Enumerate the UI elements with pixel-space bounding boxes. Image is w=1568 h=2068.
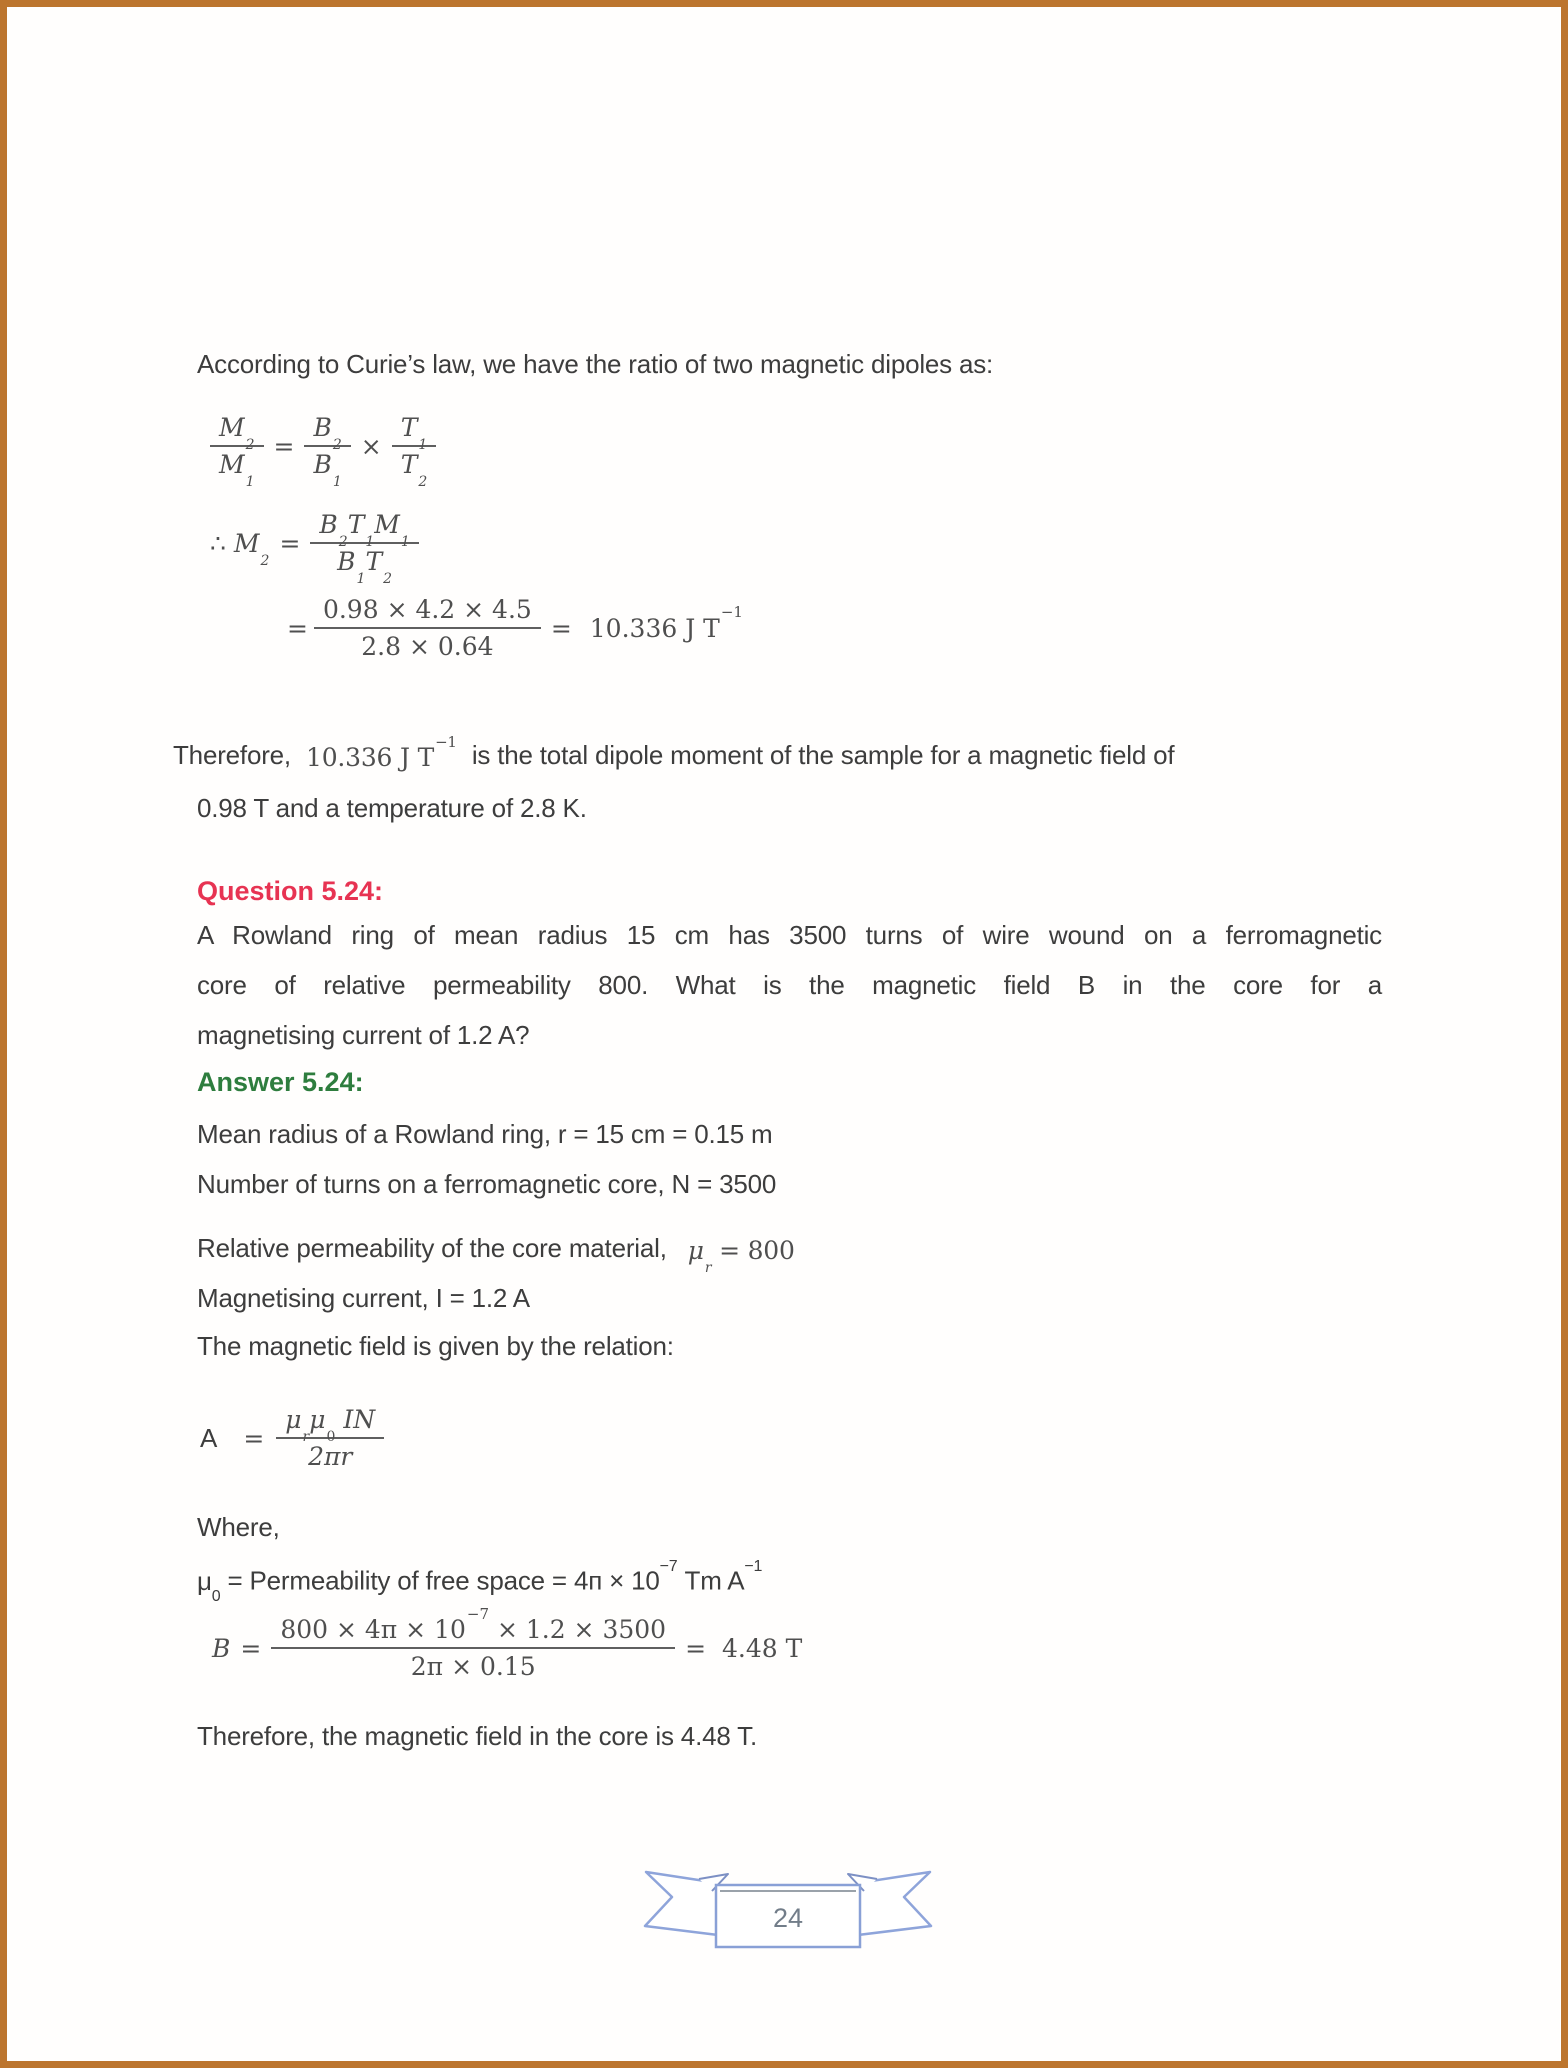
question-heading: Question 5.24: [197, 876, 384, 906]
answer-heading: Answer 5.24: [197, 1067, 364, 1097]
therefore-symbol: ∴ [210, 528, 226, 558]
fraction-b-values: $\frac{800 \times 4\pi \times 10^{-7} \times 1.2 \times 3500}{2\pi \times 0.15}$ [271, 1615, 675, 1681]
times-sign: × [360, 431, 382, 461]
equation-m2: ∴ $M_2$ = $\frac{B_2T_1M_1}{B_1T_2}$ [210, 510, 419, 576]
conclusion-dipole [173, 729, 1175, 835]
equation-b-value [212, 1604, 803, 1681]
equation-m2-value [287, 595, 743, 661]
fraction-mu: $\frac{\mu_r\mu_0 IN}{2\pi r}$ [276, 1405, 384, 1471]
answer-conclusion-line: Therefore, the magnetic field in the core is 4.48 T. [197, 1721, 757, 1751]
b-result: 4.48 T [722, 1633, 803, 1663]
field-lhs: A [200, 1422, 218, 1453]
where-label: Where, [197, 1512, 280, 1542]
b-lhs: B [212, 1633, 231, 1663]
page-number: 24 [772, 1903, 804, 1933]
question-line: core of relative permeability 800. What is the magnetic field B in the core for a [197, 970, 1382, 1000]
fraction-b: $\frac{B_2}{B_1}$ [304, 413, 350, 479]
mu0-symbol: $\mu_0$ [197, 1565, 221, 1605]
answer-radius-line: Mean radius of a Rowland ring, r = 15 cm = 0.15 m [197, 1119, 773, 1149]
ribbon-banner-icon [642, 1869, 934, 1953]
conclusion-line-1: Therefore, 10.336 J $T^{-1}$ is the total dipole moment of the sample for a magnetic field of [173, 732, 1175, 772]
equals-sign: = [550, 613, 572, 643]
answer-current-line: Magnetising current, I = 1.2 A [197, 1283, 530, 1313]
fraction-values: $\frac{0.98 \times 4.2 \times 4.5}{2.8 \times 0.64}$ [314, 595, 541, 661]
equals-sign: = [279, 528, 301, 558]
question-line: A Rowland ring of mean radius 15 cm has 3500 turns of wire wound on a ferromagnetic [197, 920, 1382, 950]
answer-relation-line: The magnetic field is given by the relation: [197, 1331, 674, 1361]
inline-mu-r-value: $\mu_r = 800$ [687, 1236, 795, 1276]
inline-dipole-value: 10.336 J $T^{-1}$ [305, 732, 457, 772]
question-body [197, 910, 1382, 1060]
result-value: 10.336 J $T^{-1}$ [589, 603, 743, 643]
intro-line: According to Curie’s law, we have the ratio of two magnetic dipoles as: [197, 349, 994, 379]
question-line: magnetising current of 1.2 A? [197, 1020, 530, 1050]
equals-sign: = [240, 1633, 262, 1663]
fraction-t: $\frac{T_1}{T_2}$ [392, 413, 437, 479]
equation-curie-ratio [210, 413, 436, 490]
equals-sign: = [287, 613, 308, 643]
fraction-m: $\frac{M_2}{M_1}$ [210, 413, 264, 479]
equals-sign: = [273, 431, 295, 461]
page-number-ribbon [642, 1869, 934, 1958]
answer-turns-line: Number of turns on a ferromagnetic core, N = 3500 [197, 1169, 777, 1199]
equation-field-relation [200, 1405, 384, 1471]
equals-sign: = [685, 1633, 707, 1663]
conclusion-line-2: 0.98 T and a temperature of 2.8 K. [197, 793, 587, 823]
answer-permeability-line: Relative permeability of the core material, $\mu_r = 800$ [197, 1233, 795, 1276]
mu0-definition-line: $\mu_0$ = Permeability of free space = $4п \times 10^{-7}$ Tm $A^{-1}$ [197, 1558, 763, 1605]
fraction-btm: $\frac{B_2T_1M_1}{B_1T_2}$ [310, 510, 418, 576]
equals-sign: = [243, 1423, 265, 1453]
